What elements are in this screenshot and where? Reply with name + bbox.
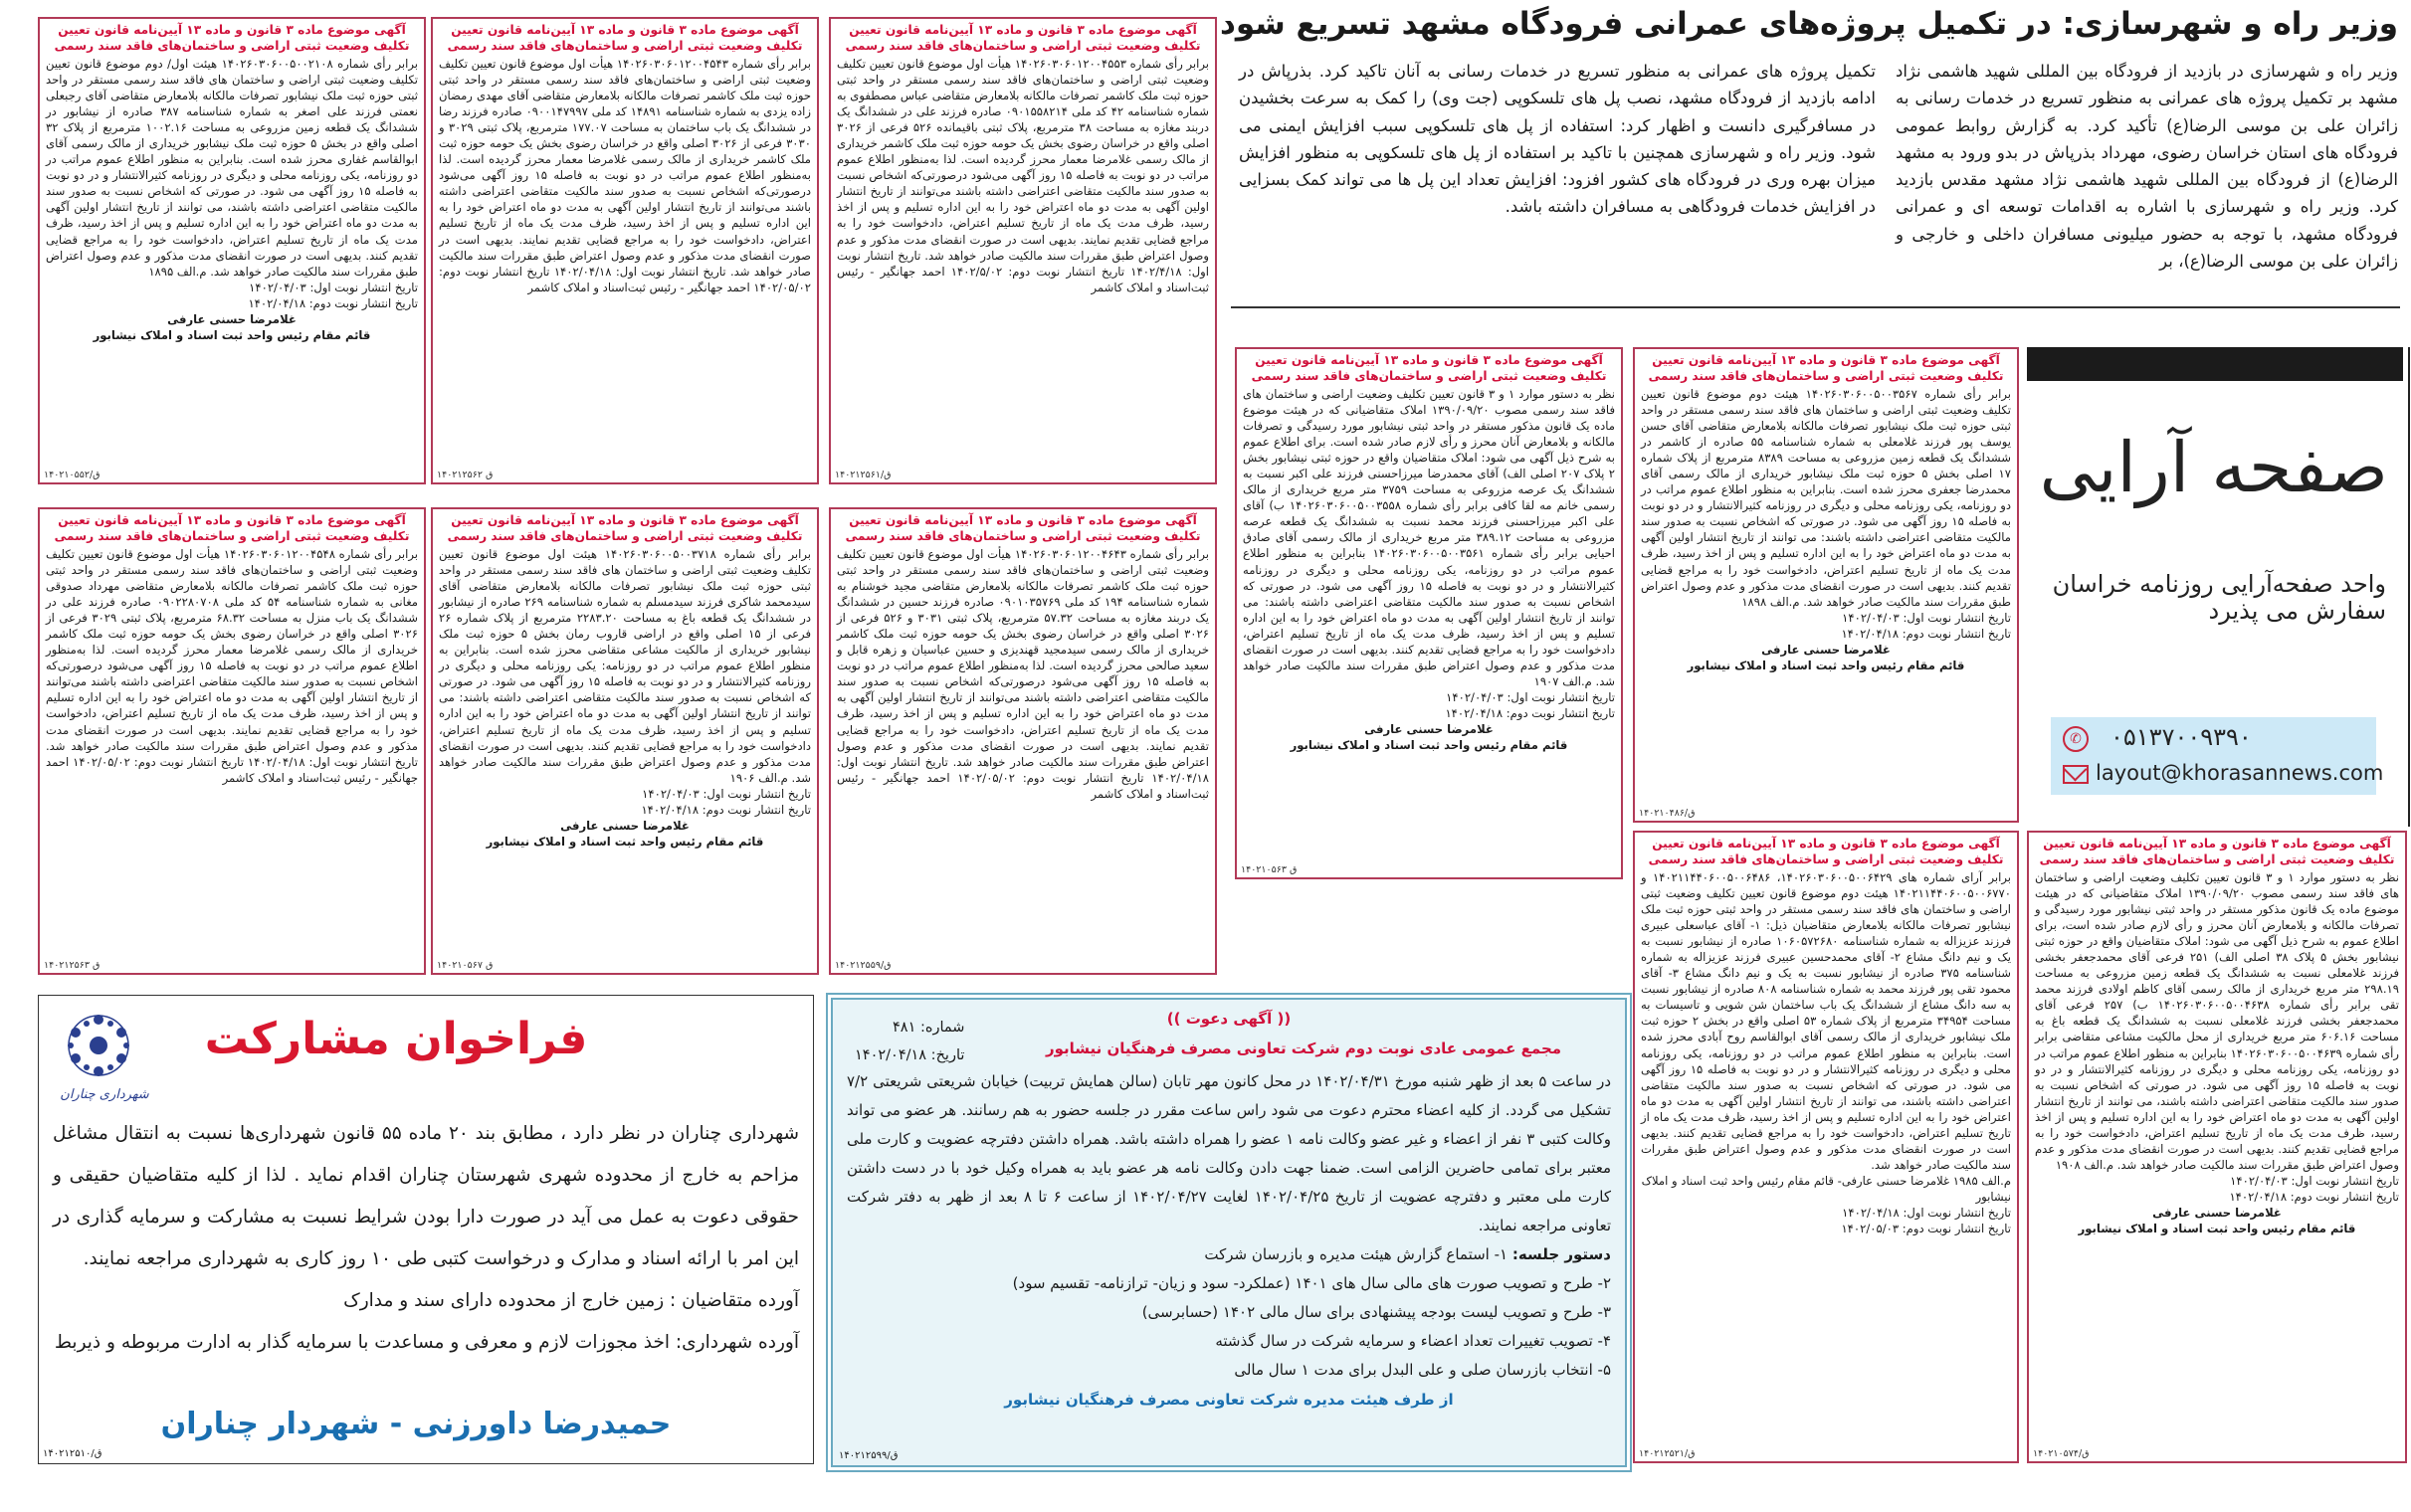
notice-signature: غلامرضا حسنی عارفی	[167, 311, 297, 326]
notice-signature: قائم مقام رئیس واحد ثبت اسناد و املاک نیشابور	[2078, 1222, 2356, 1236]
article-divider	[1231, 306, 2400, 308]
notice-code: ۱۴۰۲۱۰۴۸۶/ق	[1639, 808, 1696, 819]
notice-publication-date: تاریخ انتشار نوبت دوم: ۱۴۰۲/۰۴/۱۸	[2229, 1189, 2399, 1204]
notice-body: برابر رأی شماره ۱۴۰۲۶۰۳۰۶۰۱۲۰۰۴۵۴۸ هیأت اول موضوع قانون تعیین تکلیف وضعیت ثبتی اراضی و ساختمان‌های فاقد سند رسمی مستقر در واحد ثبتی حوزه ثبت ملک کاشمر تصرفات مالکانه بلامعارض متقاضی مهرداد صدوقی مغانی به شماره شناسنامه ۵۴ کد ملی ۰۹۰۲۲۸۰۷۰۸ صادره فرزند علی در ششدانگ یک باب منزل به مساحت ۶۸.۳۲ مترمربع، پلاک ثبتی ۳۰۲۹ فرعی از ۳۰۲۶ اصلی واقع در خراسان رضوی بخش یک حومه حوزه ثبت ملک کاشمر خریداری از مالک رسمی غلامرضا معمار محرز گردیده است. لذا به‌منظور اطلاع عموم مراتب در دو نوبت به فاصله ۱۵ روز آگهی می‌شود درصورتی‌که اشخاص نسبت به صدور سند مالکیت متقاضی اعتراضی داشته باشند می‌توانند از تاریخ انتشار اولین آگهی به مدت دو ماه اعتراض خود را به این اداره تسلیم و پس از اخذ رسید، ظرف مدت یک ماه از تاریخ تسلیم اعتراض، دادخواست خود را به مراجع قضایی تقدیم نمایند. بدیهی است در صورت انقضای مدت مذکور و عدم وصول اعتراض طبق مقررات سند مالکیت صادر خواهد شد. تاریخ انتشار نوبت اول: ۱۴۰۲/۰۴/۱۸ تاریخ انتشار نوبت دوم: ۱۴۰۲/۰۵/۰۲ احمد جهانگیر - رئیس ثبت‌اسناد و املاک کاشمر	[46, 547, 419, 785]
notice-body: برابر آرای شماره های ۱۴۰۲۶۰۳۰۶۰۰۵۰۰۶۴۲۹، ۱۴۰۲۱۱۴۴۰۶۰۰۵۰۰۶۴۸۶ و ۱۴۰۲۱۱۴۴۰۶۰۰۵۰۰۶۷۷۰ هیئت دوم موضوع قانون تعیین تکلیف وضعیت ثبتی اراضی و ساختمان های فاقد سند رسمی مستقر در واحد ثبتی حوزه ثبت ملک نیشابور تصرفات مالکانه بلامعارض متقاضیان ذیل: ۱- آقای عباسعلی عبیری فرزند عزیزاله به شماره شناسنامه ۱۰۶۰۵۷۲۶۸۰ صادره از نیشابور نسبت به یک و نیم دانگ مشاع ۲- آقای محمدحسین عبیری فرزند عزیزاله به شماره شناسنامه ۳۷۵ صادره از نیشابور نسبت به یک و نیم دانگ مشاع ۳- آقای محمود تقی پور فرزند محمد به شماره شناسنامه ۸۰۸ صادره از نیشابور نسبت به سه دانگ مشاع از ششدانگ یک باب ساختمان شن شویی و تاسیسات به مساحت ۳۴۹۵۴ مترمربع از پلاک شماره ۵۳ اصلی واقع در بخش ۲ حوزه ثبت ملک نیشابور خریداری از مالک رسمی آقای ابوالقاسم روح آبادی محرز شده است. بنابراین به منظور اطلاع عموم مراتب در دو روزنامه، یکی روزنامه محلی و دیگری در روزنامه کثیرالانتشار و در دو نوبت به فاصله ۱۵ روز آگهی می شود. در صورتی که اشخاص نسبت به صدور سند مالکیت متقاضی اعتراضی داشته باشند، می توانند از تاریخ انتشار اولین آگهی به مدت دو ماه اعتراض خود را به این اداره تسلیم و پس از اخذ رسید، ظرف مدت یک ماه از تاریخ تسلیم اعتراض، دادخواست خود را به مراجع قضایی تقدیم کنند. بدیهی است در صورت انقضای مدت مذکور و عدم وصول اعتراض طبق مقررات سند مالکیت صادر خواهد شد.	[1641, 870, 2011, 1172]
call-line: آورده متقاضیان : زمین خارج از محدوده دارای سند و مدارک	[343, 1290, 799, 1311]
notice-body: نظر به دستور موارد ۱ و ۳ قانون تعیین تکلیف وضعیت اراضی و ساختمان های فاقد سند رسمی مصوب ۱۳۹۰/۰۹/۲۰ املاک متقاضیانی که در هیئت موضوع ماده یک قانون مذکور مستقر در واحد ثبتی نیشابور مورد رسیدگی و تصرفات مالکانه و بلامعارض آنان محرز و رأی لازم صادر شده است، برای اطلاع عموم به شرح ذیل آگهی می شود: املاک متقاضیان واقع در حوزه ثبتی نیشابور بخش ۵ پلاک ۳۸ اصلی الف) ۲۵۱ فرعی آقای محمدجعفر بخشی فرزند غلامعلی نسبت به ششدانگ یک قطعه زمین مزروعی به مساحت ۲۹۸.۱۹ متر مربع خریداری از مالک رسمی آقای کاظم اولادی فرزند محمد تقی برابر رأی شماره ۱۴۰۲۶۰۳۰۶۰۰۵۰۰۴۶۳۸ ب) ۲۵۷ فرعی آقای محمدجعفر بخشی فرزند غلامعلی نسبت به ششدانگ یک قطعه باغ به مساحت ۶۰۶.۱۶ متر مربع خریداری از محل مالکیت مشاعی متقاضی برابر رأی شماره ۱۴۰۲۶۰۳۰۶۰۰۵۰۰۴۶۳۹ بنابراین به منظور اطلاع عموم مراتب در دو روزنامه، یکی روزنامه محلی و دیگری در روزنامه کثیرالانتشار و در دو نوبت به فاصله ۱۵ روز آگهی می شود. در صورتی که اشخاص نسبت به صدور سند مالکیت متقاضی اعتراضی داشته باشند، می توانند از تاریخ انتشار اولین آگهی به مدت دو ماه اعتراض خود را به این اداره تسلیم و پس از اخذ رسید، ظرف مدت یک ماه از تاریخ تسلیم اعتراض، دادخواست خود را به مراجع قضایی تقدیم کنند. بدیهی است در صورت انقضای مدت مذکور و عدم وصول اعتراض طبق مقررات سند مالکیت صادر خواهد شد. م.الف ۱۹۰۸	[2035, 870, 2400, 1172]
notice-code: ق/۱۴۰۲۱۲۵۲۱	[1639, 1448, 1696, 1459]
notice-signature: قائم مقام رئیس واحد ثبت اسناد و املاک نیشابور	[486, 834, 764, 849]
agenda-item: ۳- طرح و تصویب لیست بودجه پیشنهادی برای سال مالی ۱۴۰۲ (حسابرسی)	[1141, 1303, 1611, 1321]
notice-publication-date: تاریخ انتشار نوبت دوم: ۱۴۰۲/۰۴/۱۸	[1841, 626, 2011, 641]
call-body-wrap	[53, 1113, 799, 1364]
call-title: فراخوان مشارکت	[204, 1014, 588, 1064]
notice-code: ق/۱۴۰۲۱۰۵۷۴	[2033, 1448, 2090, 1459]
promo-description: واحد صفحه‌آرایی روزنامه خراسان سفارش می پذیرد	[2052, 570, 2386, 625]
notice-publication-date: تاریخ انتشار نوبت اول: ۱۴۰۲/۰۴/۰۳	[642, 786, 811, 801]
agenda-label: دستور جلسه:	[1511, 1245, 1611, 1263]
call-signature: حمیدرضا داورزنی - شهردار چناران	[160, 1407, 672, 1441]
notice-signature: غلامرضا حسنی عارفی	[2152, 1205, 2282, 1220]
promo-email[interactable]: layout@khorasannews.com	[2096, 761, 2384, 785]
notice-title: آگهی موضوع ماده ۳ قانون و ماده ۱۳ آیین‌نامه قانون تعیین تکلیف وضعیت ثبتی اراضی و ساختمان‌های فاقد سند رسمی	[447, 23, 803, 53]
notice-code: ق/۱۴۰۲۱۰۵۵۲	[44, 470, 100, 480]
notice-title: آگهی موضوع ماده ۳ قانون و ماده ۱۳ آیین‌نامه قانون تعیین تکلیف وضعیت ثبتی اراضی و ساختمان‌های فاقد سند رسمی	[447, 513, 803, 543]
invitation-signature: از طرف هیئت مدیره شرکت تعاونی مصرف فرهنگیان نیشابور	[1004, 1391, 1454, 1409]
layout-service-promo	[2027, 347, 2410, 827]
phone-icon: ✆	[2063, 726, 2089, 752]
participation-call	[38, 995, 814, 1464]
notice-publication-date: تاریخ انتشار نوبت اول: ۱۴۰۲/۰۴/۰۳	[1842, 610, 2011, 625]
notice-code: ۱۴۰۲۱۰۵۶۳ ق	[1241, 864, 1298, 875]
invitation-number: شماره: ۴۸۱	[893, 1020, 965, 1036]
legal-notice	[2027, 831, 2407, 1463]
legal-notice	[38, 17, 426, 484]
notice-code: ق ۱۴۰۲۱۲۵۶۲	[437, 470, 494, 480]
legal-notice	[431, 17, 819, 484]
notice-title: آگهی موضوع ماده ۳ قانون و ماده ۱۳ آیین‌نامه قانون تعیین تکلیف وضعیت ثبتی اراضی و ساختمان‌های فاقد سند رسمی	[845, 513, 1201, 543]
agenda-item: دستور جلسه: ۱- استماع گزارش هیئت مدیره و بازرسان شرکت	[1204, 1245, 1611, 1263]
invitation-date: تاریخ: ۱۴۰۲/۰۴/۱۸	[855, 1047, 965, 1063]
notice-publication-date: تاریخ انتشار نوبت اول: ۱۴۰۲/۰۴/۱۸	[1842, 1205, 2011, 1220]
notice-signature: قائم مقام رئیس واحد ثبت اسناد و املاک نیشابور	[93, 327, 371, 342]
notice-publication-date: تاریخ انتشار نوبت دوم: ۱۴۰۲/۰۴/۱۸	[248, 295, 418, 310]
invitation-body: در ساعت ۵ بعد از ظهر شنبه مورخ ۱۴۰۲/۰۴/۳۱ در محل کانون مهر تابان (سالن همایش تربیت) خیابان شریعتی شریعتی ۷/۲ تشکیل می گردد. از کلیه اعضاء محترم دعوت می شود راس ساعت مقرر در جلسه حضور به هم رسانند. هر عضو می تواند وکالت کتبی ۳ نفر از اعضاء و غیر عضو وکالت نامه ۱ عضو را همراه داشته باشد. همراه داشتن دفترچه عضویت و کارت ملی معتبر برای تمامی حاضرین الزامی است. ضمنا جهت دادن وکالت نامه هر عضو باید به همراه وکیل خود با در دست داشتن کارت ملی معتبر و دفترچه عضویت از تاریخ ۱۴۰۲/۰۴/۲۵ لغایت ۱۴۰۲/۰۴/۲۷ از ساعت ۶ تا ۸ بعد از ظهر به دفتر شرکت تعاونی مراجعه نمایند.	[847, 1072, 1611, 1234]
call-line: آورده شهرداری: اخذ مجوزات لازم و معرفی و مساعدت با سرمایه گذار به ادارت مربوطه و ذیربط	[54, 1332, 799, 1353]
invitation-title: (( آگهی دعوت ))	[1166, 1010, 1292, 1028]
promo-phone[interactable]: ۰۵۱۳۷۰۰۹۳۹۰	[2110, 723, 2252, 751]
notice-title: آگهی موضوع ماده ۳ قانون و ماده ۱۳ آیین‌نامه قانون تعیین تکلیف وضعیت ثبتی اراضی و ساختمان‌های فاقد سند رسمی	[54, 513, 410, 543]
notice-publication-date: تاریخ انتشار نوبت اول: ۱۴۰۲/۰۴/۰۳	[249, 280, 418, 294]
notice-publication-date: تاریخ انتشار نوبت اول: ۱۴۰۲/۰۴/۰۳	[2230, 1173, 2399, 1188]
notice-body: برابر رأی شماره ۱۴۰۲۶۰۳۰۶۰۰۵۰۰۳۵۶۷ هیئت دوم موضوع قانون تعیین تکلیف وضعیت ثبتی اراضی و ساختمان های فاقد سند رسمی مستقر در واحد ثبتی حوزه ثبت ملک نیشابور تصرفات مالکانه بلامعارض متقاضی آقای حسن یوسف پور فرزند غلامعلی به شماره شناسنامه ۵۵ صادره از کاشمر در ششدانگ یک قطعه زمین مزروعی به مساحت ۸۳۸۹ مترمربع از پلاک شماره ۱۷ اصلی بخش ۵ حوزه ثبت ملک نیشابور خریداری از مالک رسمی آقای محمدرضا جعفری محرز شده است. بنابراین به منظور اطلاع عموم مراتب در دو روزنامه، یکی روزنامه محلی و دیگری در روزنامه کثیرالانتشار و در دو نوبت به فاصله ۱۵ روز آگهی می شود. در صورتی که اشخاص نسبت به صدور سند مالکیت متقاضی اعتراضی داشته باشند: می توانند از تاریخ انتشار اولین آگهی به مدت دو ماه اعتراض خود را به این اداره تسلیم و پس از اخذ رسید، ظرف مدت یک ماه از تاریخ تسلیم اعتراض، دادخواست خود را به مراجع قضایی تقدیم کنند. بدیهی است در صورت انقضای مدت مذکور و عدم وصول اعتراض طبق مقررات سند مالکیت صادر خواهد شد. م.الف ۱۸۹۸	[1641, 387, 2011, 609]
notice-body: برابر رأی شماره ۱۴۰۲۶۰۳۰۶۰۰۵۰۰۲۱۰۸ هیئت اول/ دوم موضوع قانون تعیین تکلیف وضعیت ثبتی اراضی و ساختمان های فاقد سند رسمی مستقر در واحد ثبتی حوزه ثبت ملک نیشابور تصرفات مالکانه بلامعارض متقاضی آقای رجبعلی نعمتی فرزند علی اصغر به شماره شناسنامه ۳۸۷ صادره از نیشابور در ششدانگ یک قطعه زمین مزروعی به مساحت ۱۰۰۲.۱۶ مترمربع از پلاک ۳۲ اصلی واقع در بخش ۵ حوزه ثبت ملک نیشابور خریداری از مالک رسمی آقای ابوالقاسم غفاری محرز شده است. بنابراین به منظور اطلاع عموم مراتب در دو روزنامه، یکی روزنامه محلی و دیگری در روزنامه کثیرالانتشار و در دو نوبت به فاصله ۱۵ روز آگهی می شود. در صورتی که اشخاص نسبت به صدور سند مالکیت متقاضی اعتراضی داشته باشند، می توانند از تاریخ انتشار اولین آگهی به مدت دو ماه اعتراض خود را به این اداره تسلیم و پس از اخذ رسید، ظرف مدت یک ماه از تاریخ تسلیم اعتراض، دادخواست خود را به مراجع قضایی تقدیم کنند. بدیهی است در صورت انقضای مدت مذکور و عدم وصول اعتراض طبق مقررات سند مالکیت صادر خواهد شد. م.الف ۱۸۹۵	[46, 57, 419, 279]
legal-notice	[829, 17, 1217, 484]
notice-code: ق/۱۴۰۲۱۲۵۱۰	[43, 1448, 102, 1459]
notice-code: ق ۱۴۰۲۱۲۵۶۳	[44, 960, 100, 971]
article-column-1: وزیر راه و شهرسازی در بازدید از فرودگاه بین المللی شهید هاشمی نژاد مشهد بر تکمیل پروژه های عمرانی به منظور تسریع در خدمات رسانی به زائران علی بن موسی الرضا(ع) تأکید کرد. به گزارش روابط عمومی فرودگاه های استان خراسان رضوی، مهرداد بذرپاش در بدو ورود به مشهد الرضا(ع) از فرودگاه بین المللی شهید هاشمی نژاد مشهد مقدس بازدید کرد. وزیر راه و شهرسازی با اشاره به اقدامات توسعه ای و عمرانی فرودگاه مشهد، با توجه به حضور میلیونی مسافران داخلی و خارجی و زائران علی بن موسی الرضا(ع)، بر	[1896, 62, 2398, 272]
invitation-notice	[831, 998, 1627, 1467]
legal-notice	[38, 507, 426, 975]
notice-body: برابر رأی شماره ۱۴۰۲۶۰۳۰۶۰۱۲۰۰۴۶۴۳ هیأت اول موضوع قانون تعیین تکلیف وضعیت ثبتی اراضی و ساختمان‌های فاقد سند رسمی مستقر در واحد ثبتی حوزه ثبت ملک کاشمر تصرفات مالکانه بلامعارض متقاضی مجید خوشنام به شماره شناسنامه ۱۹۴ کد ملی ۰۹۰۱۰۳۵۷۶۹ صادره فرزند حسین در ششدانگ یک دربند مغازه به مساحت ۵۷.۳۲ مترمربع، پلاک ثبتی ۳۰۳۱ و ۵۲۶ فرعی از ۳۰۲۶ اصلی واقع در خراسان رضوی بخش یک حومه حوزه ثبت ملک کاشمر خریداری از مالک رسمی سیدمجید قهندیزی و حسین عباسیان و زهره قابل و سعید صالحی محرز گردیده است. لذا به‌منظور اطلاع عموم مراتب در دو نوبت به فاصله ۱۵ روز آگهی می‌شود درصورتی‌که اشخاص نسبت به صدور سند مالکیت متقاضی اعتراضی داشته باشند می‌توانند از تاریخ انتشار اولین آگهی به مدت دو ماه اعتراض خود را به این اداره تسلیم و پس از اخذ رسید، ظرف مدت یک ماه از تاریخ تسلیم اعتراض، دادخواست خود را به مراجع قضایی تقدیم نمایند. بدیهی است در صورت انقضای مدت مذکور و عدم وصول اعتراض طبق مقررات سند مالکیت صادر خواهد شد. تاریخ انتشار نوبت اول: ۱۴۰۲/۰۴/۱۸ تاریخ انتشار نوبت دوم: ۱۴۰۲/۰۵/۰۲ احمد جهانگیر - رئیس ثبت‌اسناد و املاک کاشمر	[837, 547, 1210, 801]
call-body: شهرداری چناران در نظر دارد ، مطابق بند ۲۰ ماده ۵۵ قانون شهرداری‌ها نسبت به انتقال مشاغل مزاحم به خارج از محدوده شهری شهرستان چناران اقدام نماید . لذا از کلیه متقاضیان حقیقی و حقوقی دعوت به عمل می آید در صورت دارا بودن شرایط نسبت به مشارکت و سرمایه گذاری در این امر با ارائه اسناد و مدارک و درخواست کتبی طی ۱۰ روز کاری به شهرداری مراجعه نمایند.	[53, 1123, 799, 1269]
promo-contact-box	[2051, 717, 2384, 795]
notice-title: آگهی موضوع ماده ۳ قانون و ماده ۱۳ آیین‌نامه قانون تعیین تکلیف وضعیت ثبتی اراضی و ساختمان‌های فاقد سند رسمی	[1648, 353, 2004, 383]
notice-signature: قائم مقام رئیس واحد ثبت اسناد و املاک نیشابور	[1290, 738, 1568, 753]
notice-title: آگهی موضوع ماده ۳ قانون و ماده ۱۳ آیین‌نامه قانون تعیین تکلیف وضعیت ثبتی اراضی و ساختمان‌های فاقد سند رسمی	[1251, 353, 1607, 383]
invitation-meta	[855, 1014, 964, 1069]
notice-publication-date: تاریخ انتشار نوبت دوم: ۱۴۰۲/۰۵/۰۳	[1841, 1222, 2011, 1236]
agenda-item: ۵- انتخاب بازرسان صلی و علی البدل برای مدت ۱ سال مالی	[1234, 1361, 1611, 1379]
notice-code: ق/۱۴۰۲۱۲۵۵۹	[835, 960, 892, 971]
legal-notice	[1633, 347, 2019, 823]
notice-body: برابر رأی شماره ۱۴۰۲۶۰۳۰۶۰۰۵۰۰۳۷۱۸ هیئت اول موضوع قانون تعیین تکلیف وضعیت ثبتی اراضی و ساختمان های فاقد سند رسمی مستقر در واحد ثبتی حوزه ثبت ملک نیشابور تصرفات مالکانه بلامعارض متقاضی آقای سیدمحمد شاکری فرزند سیدمسلم به شماره شناسنامه ۲۶۹ صادره از نیشابور در ششدانگ یک قطعه باغ به مساحت ۲۲۸۳.۲۰ مترمربع از پلاک شماره ۲۶ فرعی از ۱۵ اصلی واقع در اراضی قاروب رمان بخش ۵ حوزه ثبت ملک نیشابور خریداری از مالکیت مشاعی متقاضی محرز شده است. بنابراین به منظور اطلاع عموم مراتب در دو روزنامه: یکی روزنامه محلی و دیگری در روزنامه کثیرالانتشار و در دو نوبت به فاصله ۱۵ روز آگهی می شود. در صورتی که اشخاص نسبت به صدور سند مالکیت متقاضی اعتراضی داشته باشند: می توانند از تاریخ انتشار اولین آگهی به مدت دو ماه اعتراض خود را به این اداره تسلیم و پس از اخذ رسید، ظرف مدت یک ماه از تاریخ تسلیم اعتراض، دادخواست خود را به مراجع قضایی تقدیم کنند. بدیهی است در صورت انقضای مدت مذکور و عدم وصول اعتراض طبق مقررات سند مالکیت صادر خواهد شد. م.الف ۱۹۰۶	[439, 547, 812, 785]
notice-code: ق ۱۴۰۲۱۰۵۶۷	[437, 960, 494, 971]
notice-title: آگهی موضوع ماده ۳ قانون و ماده ۱۳ آیین‌نامه قانون تعیین تکلیف وضعیت ثبتی اراضی و ساختمان‌های فاقد سند رسمی	[54, 23, 410, 53]
agenda-item: ۴- تصویب تغییرات تعداد اعضاء و سرمایه شرکت در سال گذشته	[1215, 1332, 1611, 1350]
notice-code: ق/۱۴۰۲۱۲۵۹۹	[839, 1450, 899, 1461]
notice-signature: غلامرضا حسنی عارفی	[1761, 642, 1891, 657]
notice-body: نظر به دستور موارد ۱ و ۳ قانون تعیین تکلیف وضعیت اراضی و ساختمان های فاقد سند رسمی مصوب ۱۳۹۰/۰۹/۲۰ املاک متقاضیانی که در هیئت موضوع ماده یک قانون مذکور مستقر در واحد ثبتی نیشابور مورد رسیدگی و تصرفات مالکانه و بلامعارض آنان محرز و رأی لازم صادر شده است. برای اطلاع عموم به شرح ذیل آگهی می شود: املاک متقاضیان واقع در حوزه ثبتی نیشابور بخش ۲ پلاک ۲۰۷ اصلی الف) آقای محمدرضا میرزاحسنی فرزند علی اکبر نسبت به ششدانگ یک عرصه مزروعی به مساحت ۳۷۵۹ متر مربع خریداری از مالک رسمی خانم مه لقا کافی برابر رأی شماره ۱۴۰۲۶۰۳۰۶۰۰۵۰۰۳۵۵۸ ب) آقای علی اکبر میرزاحسنی فرزند محمد نسبت به ششدانگ یک قطعه عرصه مزروعی به مساحت ۳۸۹.۱۲ متر مربع خریداری از مالک رسمی آقای صادق احیایی برابر رأی شماره ۱۴۰۲۶۰۳۰۶۰۰۵۰۰۳۵۶۱ بنابراین به منظور اطلاع عموم مراتب در دو روزنامه، یکی روزنامه محلی و دیگری در روزنامه کثیرالانتشار و در دو نوبت به فاصله ۱۵ روز آگهی می شود. در صورتی که اشخاص نسبت به صدور سند مالکیت متقاضی اعتراضی داشته باشند: می توانند از تاریخ انتشار اولین آگهی به مدت دو ماه اعتراض خود را به این اداره تسلیم و پس از اخذ رسید، ظرف مدت یک ماه از تاریخ تسلیم اعتراض، دادخواست خود را به مراجع قضایی تقدیم کنند. بدیهی است در صورت انقضای مدت مذکور و عدم وصول اعتراض طبق مقررات سند مالکیت صادر خواهد شد. م.الف ۱۹۰۷	[1243, 387, 1616, 688]
invitation-subtitle: مجمع عمومی عادی نوبت دوم شرکت تعاونی مصرف فرهنگیان نیشابور	[1045, 1040, 1562, 1057]
notice-title: آگهی موضوع ماده ۳ قانون و ماده ۱۳ آیین‌نامه قانون تعیین تکلیف وضعیت ثبتی اراضی و ساختمان‌های فاقد سند رسمی	[2039, 837, 2395, 866]
legal-notice	[1235, 347, 1623, 879]
mail-icon	[2063, 765, 2089, 784]
notice-body: برابر رأی شماره ۱۴۰۲۶۰۳۰۶۰۱۲۰۰۴۵۵۳ هیأت اول موضوع قانون تعیین تکلیف وضعیت ثبتی اراضی و ساختمان‌های فاقد سند رسمی مستقر در واحد ثبتی حوزه ثبت ملک کاشمر تصرفات مالکانه بلامعارض متقاضی عباس مصطفوی به شماره شناسنامه ۴۲ کد ملی ۰۹۰۱۵۵۸۲۱۴ صادره فرزند علی در ششدانگ یک دربند مغازه به مساحت ۳۸ مترمربع، پلاک ثبتی باقیمانده ۵۲۶ فرعی از ۳۰۲۶ اصلی واقع در خراسان رضوی بخش یک حومه حوزه ثبت ملک کاشمر خریداری از مالک رسمی غلامرضا معمار محرز گردیده است. لذا به‌منظور اطلاع عموم مراتب در دو نوبت به فاصله ۱۵ روز آگهی می‌شود درصورتی‌که اشخاص نسبت به صدور سند مالکیت متقاضی اعتراضی داشته باشند می‌توانند از تاریخ انتشار اولین آگهی به مدت دو ماه اعتراض خود را به این اداره تسلیم و پس از اخذ رسید، ظرف مدت یک ماه از تاریخ تسلیم اعتراض، دادخواست خود را به مراجع قضایی تقدیم نمایند. بدیهی است در صورت انقضای مدت مذکور و عدم وصول اعتراض طبق مقررات سند مالکیت صادر خواهد شد. تاریخ انتشار نوبت اول: ۱۴۰۲/۴/۱۸ تاریخ انتشار نوبت دوم: ۱۴۰۲/۵/۰۲ احمد جهانگیر - رئیس ثبت‌اسناد و املاک کاشمر	[837, 57, 1210, 294]
agenda-item: ۲- طرح و تصویب صورت های مالی سال های ۱۴۰۱ (عملکرد- سود و زیان- ترازنامه- تقسیم سود)	[1012, 1274, 1611, 1292]
article-headline: وزیر راه و شهرسازی: در تکمیل پروژه‌های عمرانی فرودگاه مشهد تسریع شود	[1219, 6, 2398, 42]
notice-publication-date: م.الف ۱۹۸۵ غلامرضا حسنی عارفی- قائم مقام رئیس واحد ثبت اسناد و املاک نیشابور	[1641, 1173, 2011, 1204]
legal-notice	[431, 507, 819, 975]
notice-publication-date: تاریخ انتشار نوبت دوم: ۱۴۰۲/۰۴/۱۸	[1445, 705, 1615, 720]
article-column-2: تکمیل پروژه های عمرانی به منظور تسریع در خدمات رسانی به آنان تاکید کرد. بذرپاش در ادامه بازدید از فرودگاه مشهد، نصب پل های تلسکوپی (جت وی) را کمک به سرعت بخشیدن در مسافرگیری دانست و اظهار کرد: استفاده از پل های تلسکوپی سبب افزایش ایمنی می شود. وزیر راه و شهرسازی همچنین با تاکید بر استفاده از پل های تلسکوپی به منظور افزایش میزان بهره وری در فرودگاه های کشور افزود: افزایش تعداد این پل ها می تواند کمک بسزایی در افزایش خدمات فرودگاهی به مسافران داشته باشد.	[1239, 62, 1876, 217]
promo-header-bar	[2027, 347, 2403, 381]
legal-notice	[1633, 831, 2019, 1463]
notice-title: آگهی موضوع ماده ۳ قانون و ماده ۱۳ آیین‌نامه قانون تعیین تکلیف وضعیت ثبتی اراضی و ساختمان‌های فاقد سند رسمی	[845, 23, 1201, 53]
notice-publication-date: تاریخ انتشار نوبت اول: ۱۴۰۲/۰۴/۰۳	[1446, 689, 1615, 704]
notice-signature: قائم مقام رئیس واحد ثبت اسناد و املاک نیشابور	[1687, 658, 1965, 672]
notice-signature: غلامرضا حسنی عارفی	[1364, 721, 1494, 736]
municipality-logo-text: شهرداری چناران	[60, 1087, 149, 1102]
notice-publication-date: تاریخ انتشار نوبت دوم: ۱۴۰۲/۰۴/۱۸	[641, 802, 811, 817]
notice-title: آگهی موضوع ماده ۳ قانون و ماده ۱۳ آیین‌نامه قانون تعیین تکلیف وضعیت ثبتی اراضی و ساختمان‌های فاقد سند رسمی	[1648, 837, 2004, 866]
notice-code: ق/۱۴۰۲۱۲۵۶۱	[835, 470, 892, 480]
notice-signature: غلامرضا حسنی عارفی	[560, 818, 690, 833]
legal-notice	[829, 507, 1217, 975]
promo-title: صفحه آرایی	[2039, 427, 2388, 508]
notice-body: برابر رأی شماره ۱۴۰۲۶۰۳۰۶۰۱۲۰۰۴۵۴۳ هیأت اول موضوع قانون تعیین تکلیف وضعیت ثبتی اراضی و ساختمان‌های فاقد سند رسمی مستقر در واحد ثبتی حوزه ثبت ملک کاشمر تصرفات مالکانه بلامعارض متقاضی آقای مهدی رمضان زاده یزدی به شماره شناسنامه ۱۴۸۹۱ کد ملی ۰۹۰۰۱۴۷۹۹۷ صادره فرزند رضا در ششدانگ یک باب ساختمان به مساحت ۱۷۷.۰۷ مترمربع، پلاک ثبتی ۳۰۲۹ و ۳۰۳۰ فرعی از ۳۰۲۶ اصلی واقع در خراسان رضوی بخش یک حومه حوزه ثبت ملک کاشمر خریداری از مالک رسمی غلامرضا معمار محرز گردیده است. لذا به‌منظور اطلاع عموم مراتب در دو نوبت به فاصله ۱۵ روز آگهی می‌شود درصورتی‌که اشخاص نسبت به صدور سند مالکیت متقاضی اعتراضی داشته باشند می‌توانند از تاریخ انتشار اولین آگهی به مدت دو ماه اعتراض خود را به این اداره تسلیم و پس از اخذ رسید، ظرف مدت یک ماه از تاریخ تسلیم اعتراض، دادخواست خود را به مراجع قضایی تقدیم نمایند. بدیهی است در صورت انقضای مدت مذکور و عدم وصول اعتراض طبق مقررات سند مالکیت صادر خواهد شد. تاریخ انتشار نوبت اول: ۱۴۰۲/۰۴/۱۸ تاریخ انتشار نوبت دوم: ۱۴۰۲/۰۵/۰۲ احمد جهانگیر - رئیس ثبت‌اسناد و املاک کاشمر	[439, 57, 812, 294]
